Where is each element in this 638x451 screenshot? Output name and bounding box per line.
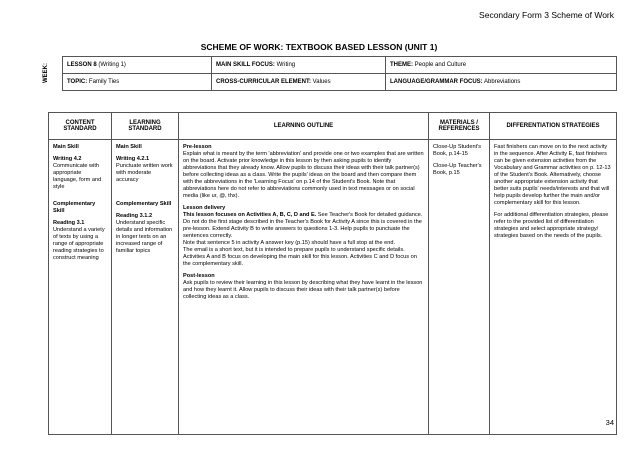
language-focus-label: LANGUAGE/GRAMMAR FOCUS:: [390, 79, 483, 85]
post-lesson-text: Ask pupils to review their learning in this lesson by describing what they have learnt in the lesson and how they learnt it. Allow pupils to discuss their ideas with their talk partner(s) before collecting ideas as a class.: [183, 280, 423, 300]
ls-main-skill: Main Skill: [116, 144, 142, 150]
header-row: [49, 113, 617, 140]
content-standard-cell: [49, 140, 112, 435]
cross-curricular-value: Values: [312, 79, 331, 85]
cs-comp-text: Understand a variety of texts by using a range of appropriate reading strategies to construct meaning: [53, 227, 105, 261]
theme-cell: [386, 57, 617, 74]
delivery-note-1: Note that sentence 5 in activity A answer key (p.15) should have a full stop at the end.: [183, 240, 396, 246]
col-content-standard: CONTENT STANDARD: [49, 113, 112, 140]
lesson-label: LESSON 8: [67, 62, 97, 68]
delivery-lead: This lesson focuses on Activities A, B, C, D and E.: [183, 212, 317, 218]
ls-main-code: Writing 4.2.1: [116, 156, 150, 162]
lesson-plan-table: [48, 112, 617, 435]
main-skill-value: Writing: [276, 62, 296, 68]
delivery-text: See Teacher's Book for detailed guidance. Do not do the first stage described in the Teacher's Book for Activity A since this is covered in the pre-lesson. Extend Activity B to write answers to questions 1-3. Help pupils to punctuate the sentences correctly.: [183, 212, 423, 239]
pre-lesson-title: Pre-lesson: [183, 144, 212, 150]
content-row: [49, 140, 617, 435]
pre-lesson-text: Explain what is meant by the term 'abbreviation' and provide one or two examples that are written on the board. Activate prior knowledge in this lesson by then asking pupils to identify abbreviations that they already know. Allow pupils to discuss their ideas with their talk partner(s) before collecting ideas as a class. Write the pupils' ideas on the board and then compare them with the abbreviations in the 'Learning Focus' on p.14 of the Student's Book. Note that abbreviations here do not refer to abbreviations commonly used in text messages or on social media (like ur, @, thx).: [183, 151, 424, 199]
page-number: 34: [605, 418, 614, 427]
col-differentiation: DIFFERENTIATION STRATEGIES: [490, 113, 617, 140]
language-focus-value: Abbreviations: [484, 79, 521, 85]
ls-comp-code: Reading 3.1.2: [116, 213, 153, 219]
theme-label: THEME:: [390, 62, 413, 68]
diff-paragraph-1: Fast finishers can move on to the next activity in the sequence. After Activity E, fast finishers can be given extension activities from the Vocabulary and Grammar activities on p. 12-13 of the Student's Book. Alternatively, choose another appropriate extension activity that better suits pupils' needs/interests and that will help pupils develop further the main and/or complementary skill for this lesson.: [494, 144, 611, 206]
theme-value: People and Culture: [414, 62, 467, 68]
lesson-cell: [63, 57, 212, 74]
diff-paragraph-2: For additional differentiation strategies, please refer to the provided list of differentiation strategies and select appropriate strategy/ strategies based on the needs of the pupils.: [494, 212, 609, 239]
topic-label: TOPIC:: [67, 79, 88, 85]
cs-main-code: Writing 4.2: [53, 156, 82, 162]
cross-curricular-label: CROSS-CURRICULAR ELEMENT:: [216, 79, 311, 85]
post-lesson-title: Post-lesson: [183, 273, 215, 279]
info-row-1: [63, 57, 617, 74]
learning-standard-cell: [112, 140, 179, 435]
material-item-2: Close-Up Teacher's Book, p.15: [433, 163, 482, 176]
week-label: [43, 52, 60, 100]
delivery-paragraph: [183, 212, 424, 240]
cs-comp-code: Reading 3.1: [53, 220, 85, 226]
ls-comp-text: Understand specific details and information in longer texts on an increased range of familiar topics: [116, 220, 173, 254]
header-note: Secondary Form 3 Scheme of Work: [479, 10, 614, 20]
col-learning-standard: LEARNING STANDARD: [112, 113, 179, 140]
cross-curricular-cell: [212, 74, 386, 91]
cs-main-skill: Main Skill: [53, 144, 79, 150]
materials-cell: [429, 140, 490, 435]
lesson-info-table: [62, 56, 617, 91]
delivery-note-3: Activities A and B focus on developing the main skill for this lesson. Activities C and D focus on the complementary skill.: [183, 254, 417, 267]
learning-outline-cell: [179, 140, 429, 435]
info-row-2: [63, 74, 617, 91]
differentiation-cell: [490, 140, 617, 435]
main-skill-cell: [212, 57, 386, 74]
main-skill-label: MAIN SKILL FOCUS:: [216, 62, 275, 68]
ls-comp-skill: Complementary Skill: [116, 201, 172, 207]
document-title: SCHEME OF WORK: TEXTBOOK BASED LESSON (UNIT 1): [200, 42, 438, 52]
topic-cell: [63, 74, 212, 91]
col-learning-outline: LEARNING OUTLINE: [179, 113, 429, 140]
cs-comp-skill: Complementary Skill: [53, 201, 96, 214]
material-item-1: Close-Up Student's Book, p.14-15: [433, 144, 482, 157]
language-focus-cell: [386, 74, 617, 91]
col-materials: MATERIALS / REFERENCES: [429, 113, 490, 140]
ls-main-text: Punctuate written work with moderate accuracy: [116, 163, 173, 183]
topic-value: Family Ties: [88, 79, 120, 85]
cs-main-text: Communicate with appropriate language, form and style: [53, 163, 102, 190]
delivery-title: Lesson delivery: [183, 205, 226, 211]
lesson-value: (Writing 1): [98, 62, 126, 68]
delivery-note-2: The email is a short text, but it is intended to prepare pupils to understand specific details.: [183, 247, 405, 253]
week-label-text: WEEK:: [43, 63, 49, 83]
